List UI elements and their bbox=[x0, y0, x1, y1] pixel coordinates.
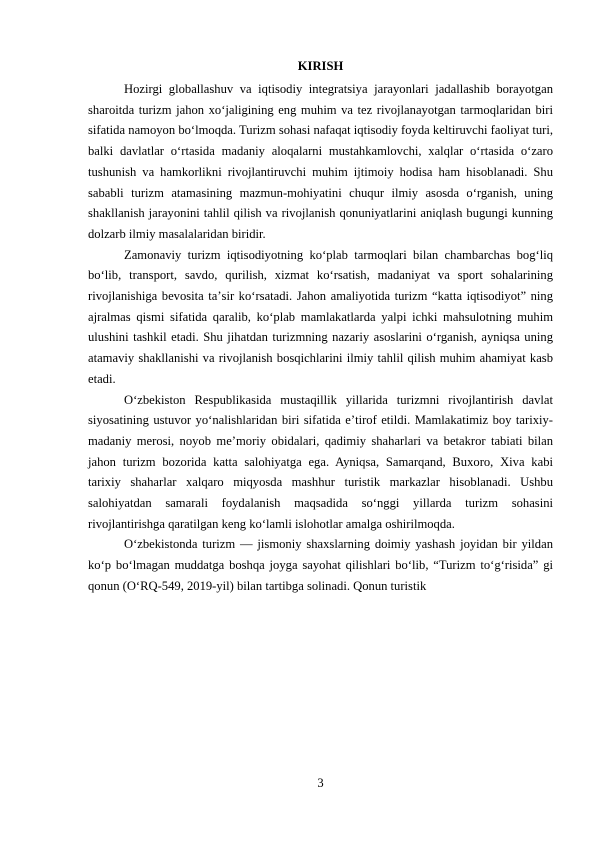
page-number: 3 bbox=[317, 776, 324, 790]
paragraph-4: Oʻzbekistonda turizm — jismoniy shaxslarning doimiy yashash joyidan bir yildan koʻp boʻlmagan muddatga boshqa joyga sayohat qilishlari boʻlib, “Turizm toʻgʻrisida” gi qonun (OʻRQ-549, 2019-yil) bilan tartibga solinadi. Qonun turistik bbox=[88, 537, 553, 593]
body-text bbox=[88, 79, 553, 597]
paragraph-1: Hozirgi globallashuv va iqtisodiy integratsiya jarayonlari jadallashib borayotgan sharoitda turizm jahon xoʻjaligining eng muhim va tez rivojlanayotgan tarmoqlaridan biri sifatida namoyon boʻlmoqda. Turizm sohasi nafaqat iqtisodiy foyda keltiruvchi faoliyat turi, balki davlatlar oʻrtasida madaniy aloqalarni mustahkamlovchi, xalqlar oʻrtasida oʻzaro tushunish va hamkorlikni rivojlantiruvchi muhim ijtimoiy hodisa ham hisoblanadi. Shu sababli turizm atamasining mazmun-mohiyatini chuqur ilmiy asosda oʻrganish, uning shakllanish jarayonini tahlil qilish va rivojlanish qonuniyatlarini aniqlash bugungi kunning dolzarb ilmiy masalalaridan biridir. bbox=[88, 82, 553, 241]
page-title: KIRISH bbox=[297, 59, 344, 73]
paragraph-2: Zamonaviy turizm iqtisodiyotning koʻplab tarmoqlari bilan chambarchas bog‘liq boʻlib, transport, savdo, qurilish, xizmat koʻrsatish, madaniyat va sport sohalarining rivojlanishiga bevosita taʼsir koʻrsatadi. Jahon amaliyotida turizm “katta iqtisodiyot” ning ajralmas qismi sifatida qaralib, koʻplab mamlakatlarda yalpi ichki mahsulotning muhim ulushini tashkil etadi. Shu jihatdan turizmning nazariy asoslarini oʻrganish, ayniqsa uning atamaviy shakllanishi va rivojlanish bosqichlarini ilmiy tahlil qilish muhim ahamiyat kasb etadi. bbox=[88, 247, 553, 386]
paragraph-3: Oʻzbekiston Respublikasida mustaqillik yillarida turizmni rivojlantirish davlat siyosatining ustuvor yoʻnalishlaridan biri sifatida eʼtirof etildi. Mamlakatimiz boy tarixiy-madaniy merosi, noyob meʼmoriy obidalari, qadimiy shaharlari va betakror tabiati bilan jahon turizm bozorida katta salohiyatga ega. Ayniqsa, Samarqand, Buxoro, Xiva kabi tarixiy shaharlar xalqaro miqyosda mashhur turistik markazlar hisoblanadi. Ushbu salohiyatdan samarali foydalanish maqsadida soʻnggi yillarda turizm sohasini rivojlantirishga qaratilgan keng koʻlamli islohotlar amalga oshirilmoqda. bbox=[88, 392, 553, 531]
